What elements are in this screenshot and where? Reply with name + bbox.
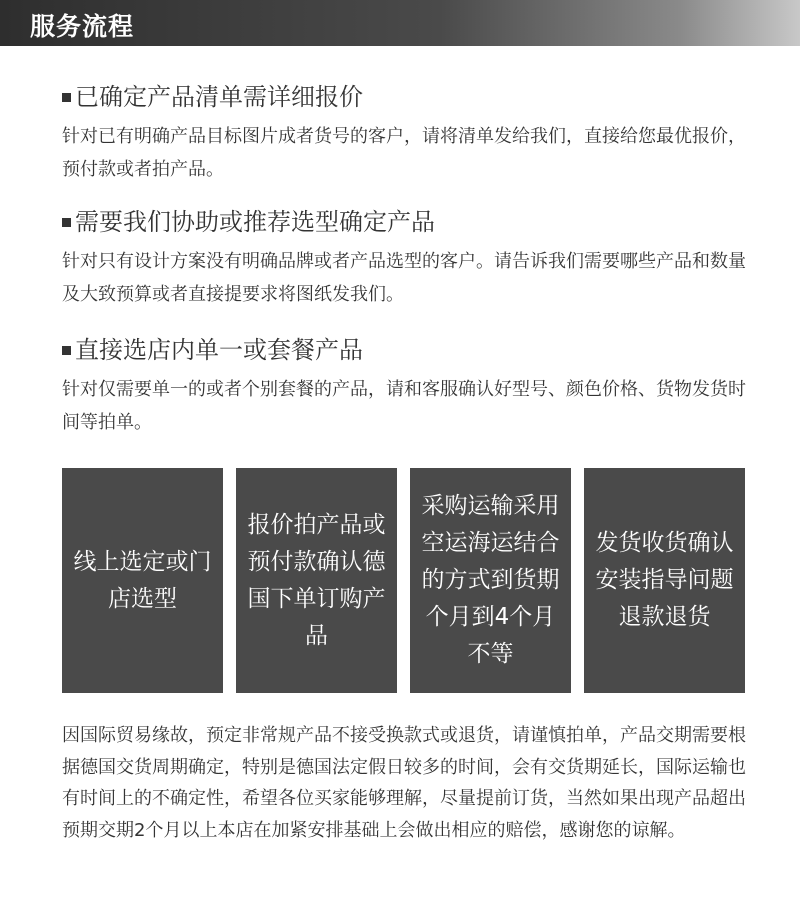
section-header	[0, 0, 800, 46]
process-steps	[62, 468, 745, 693]
square-bullet-icon	[62, 218, 71, 227]
step-box	[410, 468, 571, 693]
disclaimer-note: 因国际贸易缘故，预定非常规产品不接受换款式或退货，请谨慎拍单，产品交期需要根据德国交货周期确定，特别是德国法定假日较多的时间，会有交货期延长，国际运输也有时间上的不确定性，希望各位买家能够理解，尽量提前订货，当然如果出现产品超出预期交期2个月以上本店在加紧安排基础上会做出相应的赔偿，感谢您的谅解。	[62, 725, 746, 841]
section-title: 需要我们协助或推荐选型确定产品	[62, 205, 752, 239]
section-description: 针对已有明确产品目标图片成者货号的客户，请将清单发给我们，直接给您最优报价，预付款或者拍产品。	[62, 126, 746, 180]
section-description: 针对仅需要单一的或者个别套餐的产品，请和客服确认好型号、颜色价格、货物发货时间等拍单。	[62, 379, 746, 433]
square-bullet-icon	[62, 93, 71, 102]
step-text: 发货收货确认安装指导问题退款退货	[595, 530, 734, 630]
header-title: 服务流程	[30, 12, 135, 41]
square-bullet-icon	[62, 346, 71, 355]
section-quoted-list	[62, 80, 752, 186]
section-recommend-selection	[62, 205, 752, 311]
step-text: 报价拍产品或预付款确认德国下单订购产品	[247, 511, 386, 649]
section-direct-order	[62, 333, 752, 439]
step-box	[62, 468, 223, 693]
step-box	[584, 468, 745, 693]
section-description: 针对只有设计方案没有明确品牌或者产品选型的客户。请告诉我们需要哪些产品和数量及大致预算或者直接提要求将图纸发我们。	[62, 251, 746, 305]
step-text: 采购运输采用空运海运结合的方式到货期个月到4个月不等	[421, 493, 560, 667]
section-title: 已确定产品清单需详细报价	[62, 80, 752, 114]
step-box	[236, 468, 397, 693]
step-text: 线上选定或门店选型	[73, 548, 212, 612]
section-title: 直接选店内单一或套餐产品	[62, 333, 752, 367]
